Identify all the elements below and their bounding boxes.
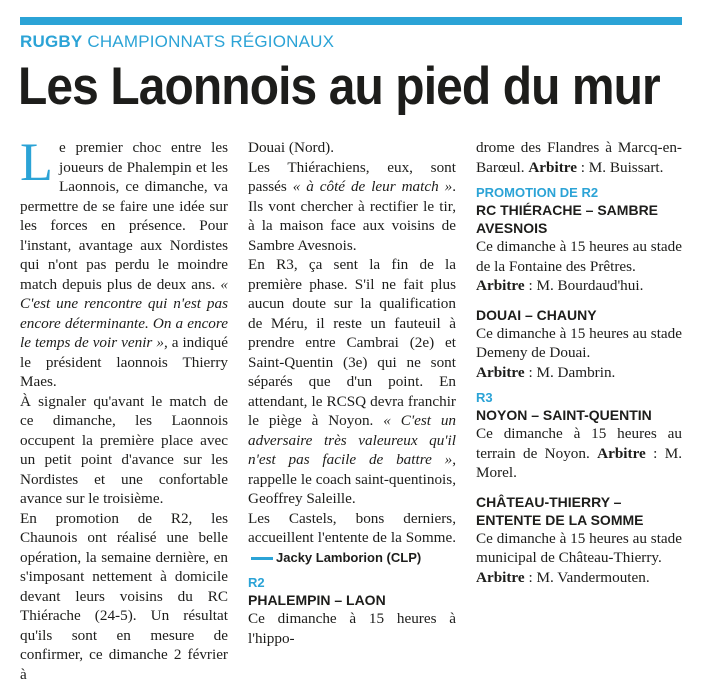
match-details: Ce dimanche à 15 heures au stade de la Fontaine des Prêtres.	[476, 237, 682, 276]
paragraph	[248, 509, 456, 568]
referee-name: : M. Morel.	[476, 445, 682, 482]
section-label-r3: R3	[476, 390, 682, 406]
referee-label: Arbitre	[597, 445, 646, 462]
referee-line	[476, 363, 682, 383]
referee-label: Arbitre	[476, 277, 525, 294]
match-title: PHALEMPIN – LAON	[248, 591, 456, 609]
referee-name: : M. Bourdaud'hui.	[525, 277, 644, 294]
byline: Jacky Lamborion (CLP)	[276, 550, 421, 565]
referee-label: Arbitre	[528, 159, 577, 176]
paragraph-text: En R3, ça sent la fin de la première phase. S'il ne fait plus aucun doute sur la qualification de Méru, il reste un fauteuil à prendre entre Cambrai (2e) et Saint-Quentin (3e) qui ne sont séparés que d'un point. En attendant, le RCSQ devra franchir le piège à Noyon.	[248, 256, 456, 429]
referee-name: : M. Buissart.	[577, 159, 664, 176]
paragraph-text: , rappelle le coach saint-quentinois, Geoffrey Saleille.	[248, 451, 456, 507]
lead-text: e premier choc entre les joueurs de Phalempin et les Laonnois, ce dimanche, va permettre de se faire une idée sur les forces en présence. Pour l'instant, avantage aux Nordistes qui n'ont pas perdu le moindre match depuis plus de deux ans.	[20, 139, 228, 293]
referee-line	[476, 568, 682, 588]
match-details	[476, 424, 682, 483]
kicker-competition: CHAMPIONNATS RÉGIONAUX	[87, 32, 334, 51]
match-title: CHÂTEAU-THIERRY – ENTENTE DE LA SOMME	[476, 493, 682, 529]
match-details: Ce dimanche à 15 heures à l'hippo-	[248, 609, 456, 648]
referee-name: : M. Dambrin.	[525, 364, 616, 381]
paragraph-text: Les Thiérachiens, eux, sont passés	[248, 159, 456, 196]
lead-paragraph	[20, 138, 228, 392]
lead-text-end: , a indiqué le président laonnois Thierry Maes.	[20, 334, 228, 390]
coach-quote: « C'est un adversaire très valeureux qu'il n'est pas facile de battre »	[248, 412, 456, 468]
match-venue: Ce dimanche à 15 heures au terrain de Noyon.	[476, 425, 682, 462]
article-column-1	[20, 138, 228, 684]
article-headline: Les Laonnois au pied du mur	[18, 56, 660, 117]
president-quote: « C'est une rencontre qui n'est pas encore déterminante. On a encore le temps de voir venir »	[20, 276, 228, 352]
paragraph-text: . Ils vont chercher à rectifier le tir, à la maison face aux voisins de Sambre Avesnois.	[248, 178, 456, 254]
paragraph-text: Les Castels, bons derniers, accueillent l'entente de la Somme.	[248, 510, 456, 547]
match-details: Ce dimanche à 15 heures au stade municipal de Château-Thierry.	[476, 529, 682, 568]
kicker-sport: RUGBY	[20, 32, 82, 51]
drop-cap: L	[20, 140, 53, 184]
article-column-3	[476, 138, 682, 587]
match-title: NOYON – SAINT-QUENTIN	[476, 406, 682, 424]
match-details: Ce dimanche à 15 heures au stade Demeny de Douai.	[476, 324, 682, 363]
referee-label: Arbitre	[476, 364, 525, 381]
quote: « à côté de leur match »	[293, 178, 452, 195]
match-venue: drome des Flandres à Marcq-en-Barœul.	[476, 139, 682, 176]
paragraph: À signaler qu'avant le match de ce dimanche, les Laonnois occupent la première place avec un petit point d'avance sur les Nordistes et une confortable avance sur le troisième.	[20, 392, 228, 509]
paragraph	[248, 255, 456, 509]
match-title: DOUAI – CHAUNY	[476, 306, 682, 324]
section-label-promotion-r2: PROMOTION DE R2	[476, 185, 682, 201]
referee-line	[476, 276, 682, 296]
paragraph: Douai (Nord).	[248, 138, 456, 158]
paragraph	[248, 158, 456, 256]
referee-label: Arbitre	[476, 569, 525, 586]
byline-rule	[251, 557, 273, 560]
match-details	[476, 138, 682, 177]
section-label-r2: R2	[248, 575, 456, 591]
top-accent-bar	[20, 17, 682, 25]
article-column-2	[248, 138, 456, 648]
section-kicker	[20, 32, 334, 52]
referee-name: : M. Vandermouten.	[525, 569, 650, 586]
match-title: RC THIÉRACHE – SAMBRE AVESNOIS	[476, 201, 682, 237]
paragraph: En promotion de R2, les Chaunois ont réalisé une belle opération, la semaine dernière, en s'imposant nettement à domicile devant leurs voisins du RC Thiérache (24-5). Un résultat qu'ils sont en mesure de confirmer, ce dimanche 2 février à	[20, 509, 228, 684]
